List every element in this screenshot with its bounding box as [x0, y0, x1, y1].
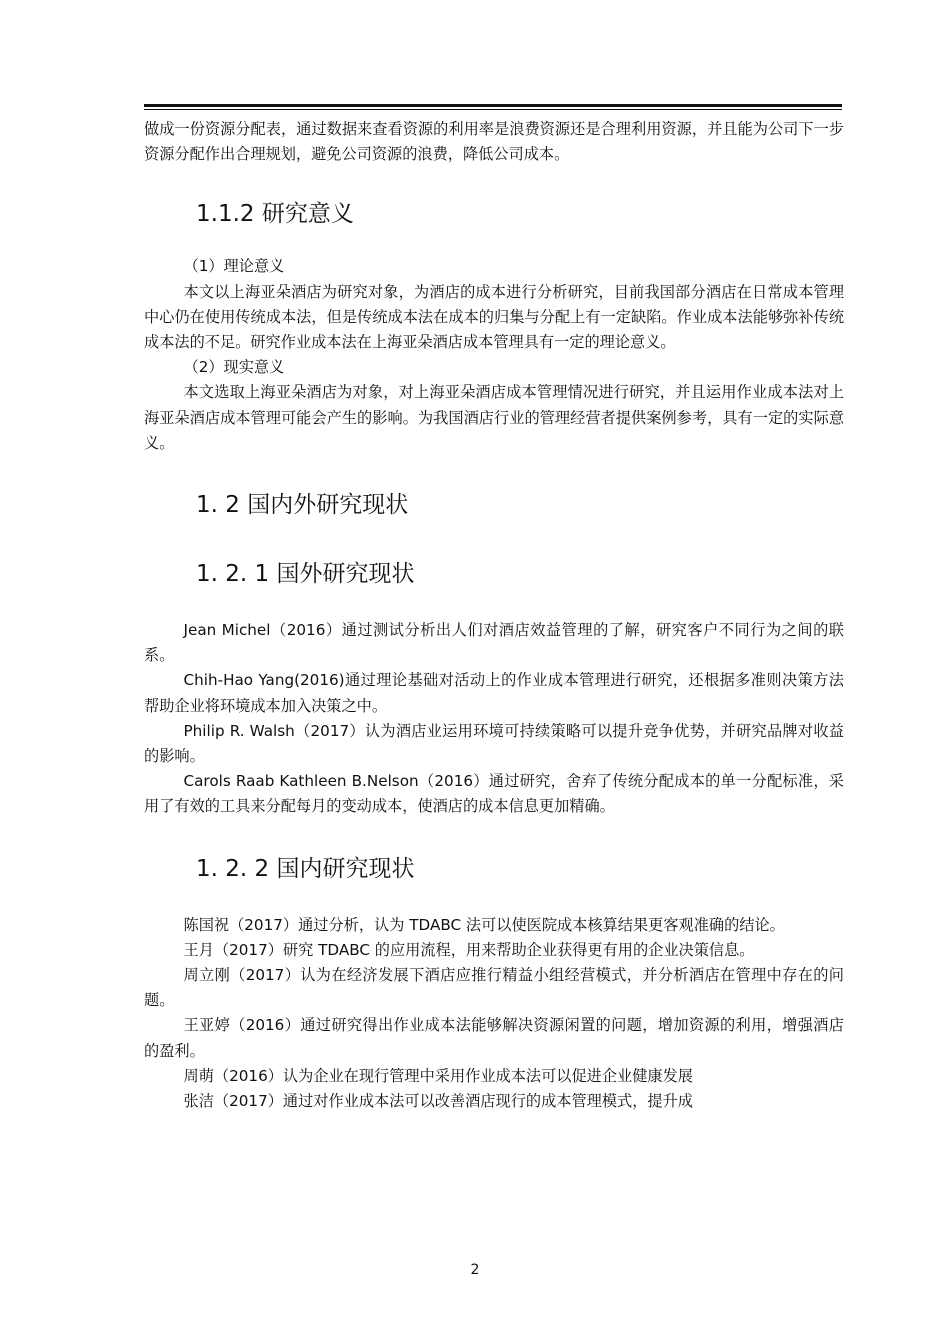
foreign-research-item: Carols Raab Kathleen B.Nelson（2016）通过研究，舍弃了传统分配成本的单一分配标准，采用了有效的工具来分配每月的变动成本，使酒店的成本信息更加精确。 [144, 772, 844, 816]
practice-significance-text: 本文选取上海亚朵酒店为对象，对上海亚朵酒店成本管理情况进行研究，并且运用作业成本法对上海亚朵酒店成本管理可能会产生的影响。为我国酒店行业的管理经营者提供案例参考，具有一定的实际意义。 [144, 383, 844, 452]
heading-1-2: 1. 2 国内外研究现状 [196, 492, 409, 519]
heading-1-2-1: 1. 2. 1 国外研究现状 [196, 561, 415, 588]
domestic-research-item: 王亚婷（2016）通过研究得出作业成本法能够解决资源闲置的问题，增加资源的利用，增强酒店的盈利。 [144, 1016, 844, 1060]
header-rule-thick [144, 104, 842, 107]
practice-significance-label: （2）现实意义 [183, 358, 285, 377]
domestic-research-item: 王月（2017）研究 TDABC 的应用流程，用来帮助企业获得更有用的企业决策信息。 [183, 940, 755, 959]
domestic-research-item: 周萌（2016）认为企业在现行管理中采用作业成本法可以促进企业健康发展 [183, 1066, 693, 1085]
document-body [144, 117, 844, 1114]
domestic-research-item: 陈国祝（2017）通过分析，认为 TDABC 法可以使医院成本核算结果更客观准确的结论。 [183, 915, 785, 934]
foreign-research-item: Philip R. Walsh（2017）认为酒店业运用环境可持续策略可以提升竞争优势，并研究品牌对收益的影响。 [144, 721, 844, 766]
page-number: 2 [470, 1262, 480, 1278]
theory-significance-text: 本文以上海亚朵酒店为研究对象，为酒店的成本进行分析研究，目前我国部分酒店在日常成本管理中心仍在使用传统成本法，但是传统成本法在成本的归集与分配上有一定缺陷。作业成本法能够弥补传统成本法的不足。研究作业成本法在上海亚朵酒店成本管理具有一定的理论意义。 [144, 282, 844, 352]
heading-1-2-2: 1. 2. 2 国内研究现状 [196, 855, 415, 882]
domestic-research-item: 周立刚（2017）认为在经济发展下酒店应推行精益小组经营模式，并分析酒店在管理中存在的问题。 [144, 966, 844, 1010]
intro-paragraph: 做成一份资源分配表，通过数据来查看资源的利用率是浪费资源还是合理利用资源，并且能为公司下一步资源分配作出合理规划，避免公司资源的浪费，降低公司成本。 [144, 120, 844, 164]
heading-1-1-2: 1.1.2 研究意义 [196, 201, 354, 228]
header-rule-thin [144, 109, 842, 110]
foreign-research-item: Jean Michel（2016）通过测试分析出人们对酒店效益管理的了解，研究客户不同行为之间的联系。 [144, 621, 844, 665]
domestic-research-item: 张洁（2017）通过对作业成本法可以改善酒店现行的成本管理模式，提升成 [183, 1092, 693, 1111]
foreign-research-item: Chih-Hao Yang(2016)通过理论基础对活动上的作业成本管理进行研究，还根据多准则决策方法帮助企业将环境成本加入决策之中。 [144, 671, 844, 715]
theory-significance-label: （1）理论意义 [183, 257, 285, 276]
